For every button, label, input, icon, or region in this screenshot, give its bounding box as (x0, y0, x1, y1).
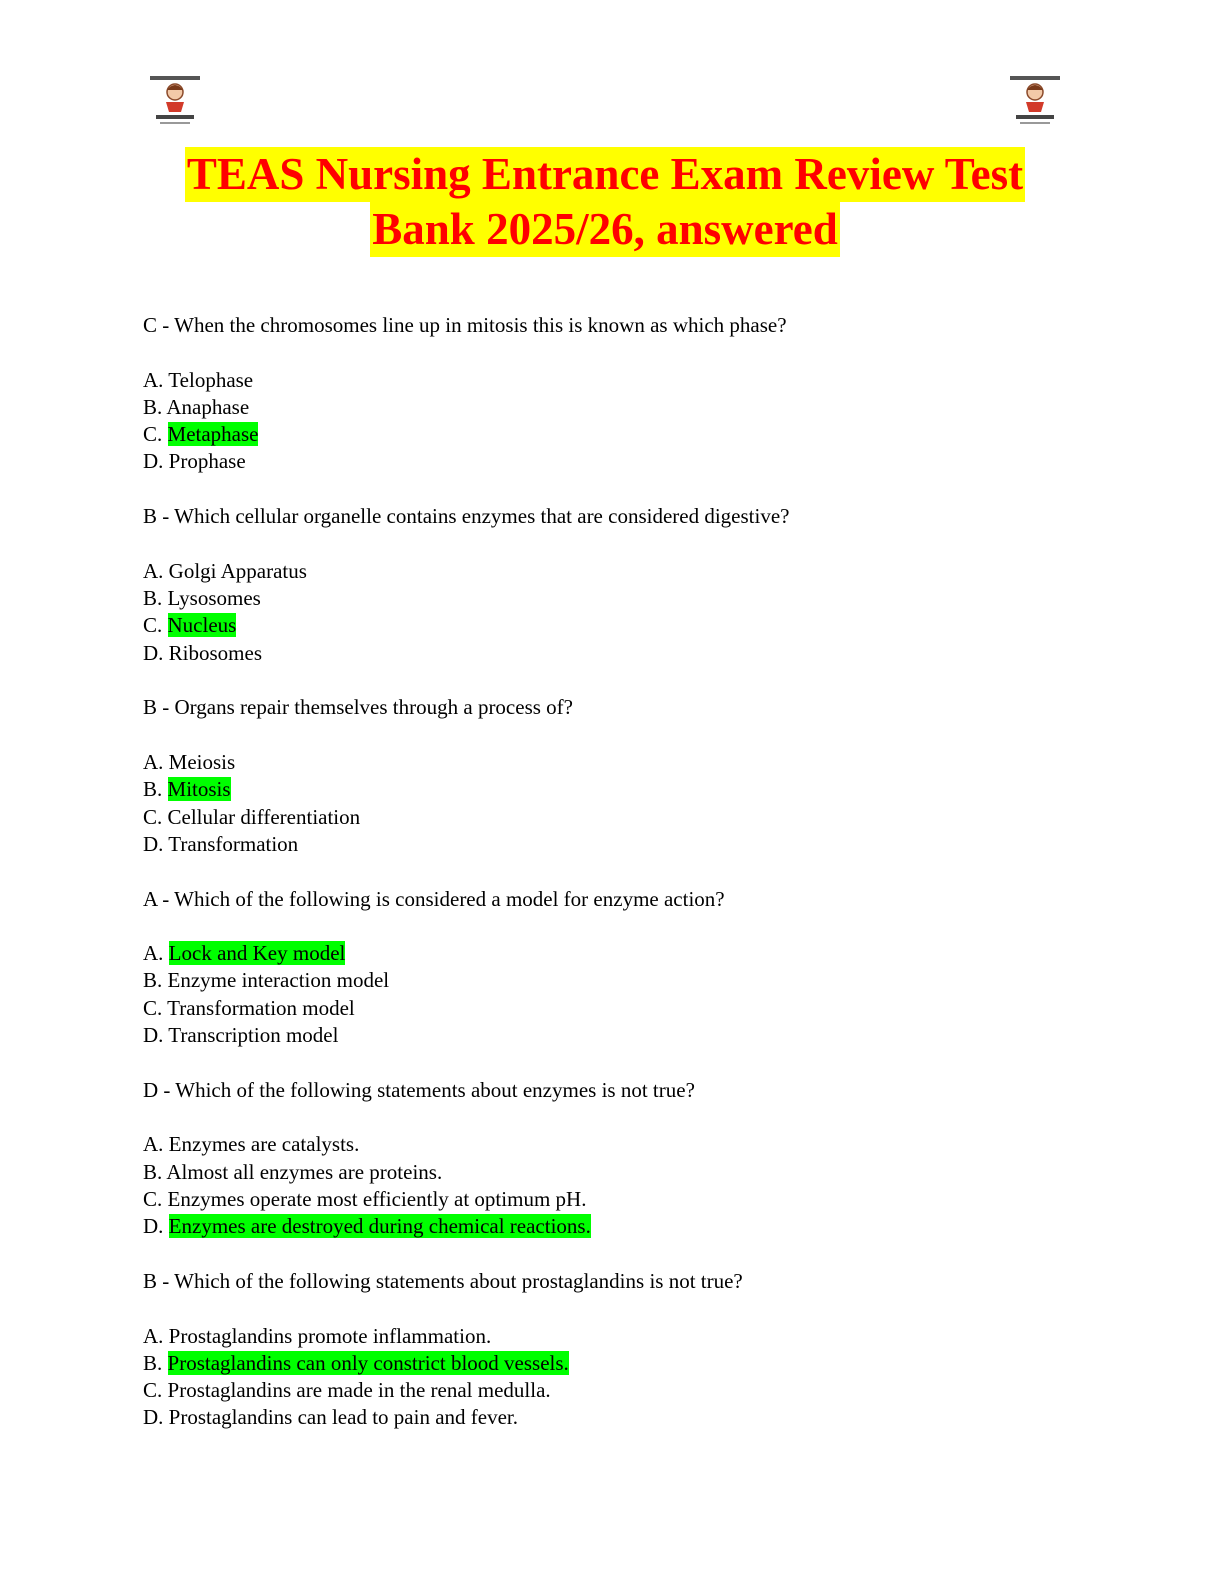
answer-option: B. Enzyme interaction model (143, 968, 390, 993)
correct-answer-highlight: Enzymes are destroyed during chemical reactions. (168, 1214, 591, 1239)
correct-answer-highlight: Lock and Key model (168, 941, 346, 966)
answer-option: B. Anaphase (143, 394, 250, 419)
answer-option: C. Transformation model (143, 995, 355, 1020)
answer-option-correct: B. Prostaglandins can only constrict blood vessels. (143, 1350, 569, 1375)
stuvia-logo-right (1004, 72, 1066, 132)
question-prompt: A - Which of the following is considered a model for enzyme action? (143, 886, 725, 911)
question-prompt: B - Organs repair themselves through a process of? (143, 695, 573, 720)
document-title (100, 147, 1110, 257)
answer-option: A. Golgi Apparatus (143, 558, 307, 583)
question-prompt: B - Which of the following statements about prostaglandins is not true? (143, 1268, 743, 1293)
answer-option: D. Transcription model (143, 1023, 339, 1048)
stuvia-logo-left (144, 72, 206, 132)
mascot-logo-icon (1004, 72, 1066, 132)
question-list (143, 312, 1123, 1459)
question-block (143, 312, 1123, 503)
answer-option-correct: C. Metaphase (143, 422, 259, 447)
question-block (143, 886, 1123, 1077)
answer-option: C. Cellular differentiation (143, 804, 361, 829)
answer-option-correct: D. Enzymes are destroyed during chemical reactions. (143, 1214, 591, 1239)
title-line-2: Bank 2025/26, answered (370, 202, 840, 257)
correct-answer-highlight: Prostaglandins can only constrict blood vessels. (167, 1350, 569, 1375)
answer-option-correct: A. Lock and Key model (143, 941, 346, 966)
correct-answer-highlight: Nucleus (167, 613, 237, 638)
question-block (143, 1077, 1123, 1268)
answer-option: D. Prostaglandins can lead to pain and fever. (143, 1405, 518, 1430)
question-prompt: B - Which cellular organelle contains enzymes that are considered digestive? (143, 504, 790, 529)
answer-option: C. Enzymes operate most efficiently at optimum pH. (143, 1186, 587, 1211)
answer-option-correct: B. Mitosis (143, 777, 231, 802)
question-prompt: C - When the chromosomes line up in mitosis this is known as which phase? (143, 313, 787, 337)
title-line-1: TEAS Nursing Entrance Exam Review Test (185, 147, 1025, 202)
question-block (143, 1268, 1123, 1459)
answer-option: A. Meiosis (143, 749, 236, 774)
correct-answer-highlight: Metaphase (167, 422, 259, 447)
correct-answer-highlight: Mitosis (167, 777, 231, 802)
question-block (143, 503, 1123, 694)
answer-option: A. Enzymes are catalysts. (143, 1132, 360, 1157)
answer-option: A. Prostaglandins promote inflammation. (143, 1323, 492, 1348)
answer-option: D. Transformation (143, 831, 299, 856)
answer-option: A. Telophase (143, 367, 254, 392)
answer-option: D. Prophase (143, 449, 246, 474)
question-prompt: D - Which of the following statements about enzymes is not true? (143, 1077, 695, 1102)
answer-option: D. Ribosomes (143, 640, 263, 665)
answer-option-correct: C. Nucleus (143, 613, 237, 638)
question-block (143, 694, 1123, 885)
answer-option: B. Almost all enzymes are proteins. (143, 1159, 443, 1184)
mascot-logo-icon (144, 72, 206, 132)
answer-option: C. Prostaglandins are made in the renal medulla. (143, 1378, 551, 1403)
answer-option: B. Lysosomes (143, 586, 261, 611)
